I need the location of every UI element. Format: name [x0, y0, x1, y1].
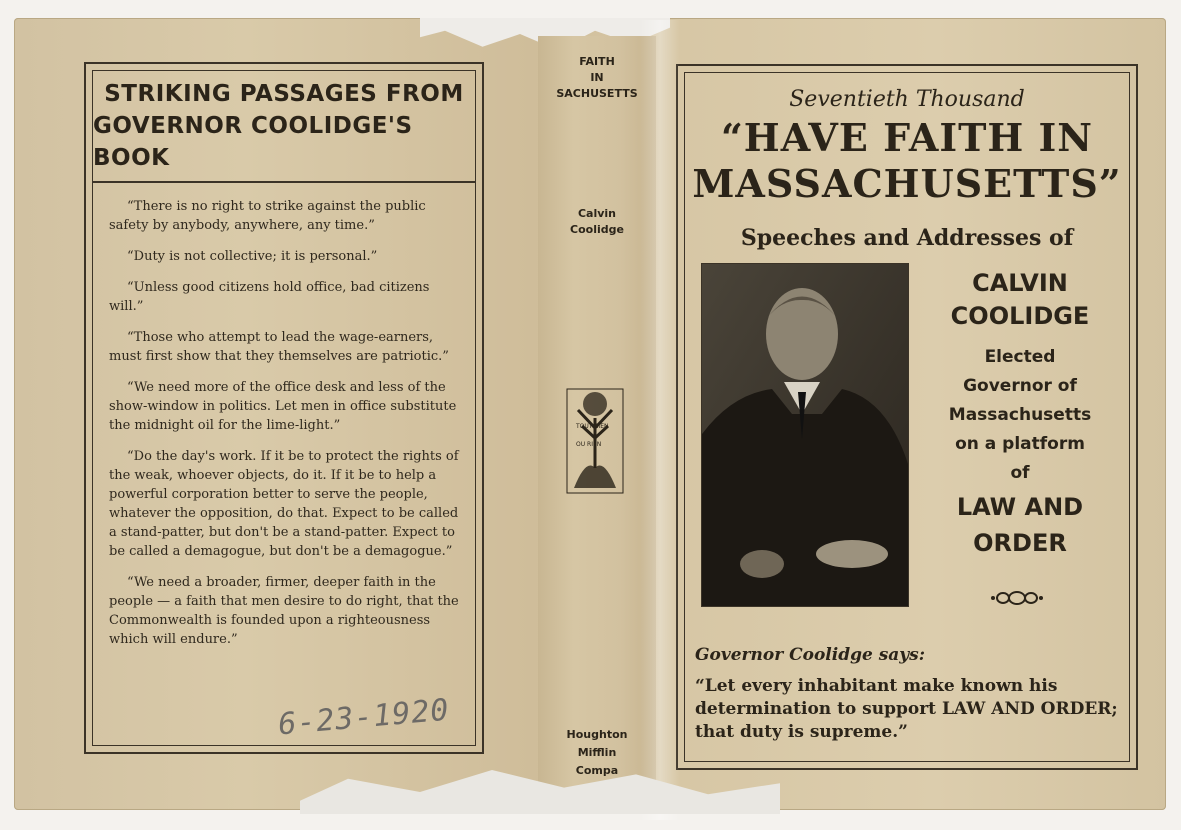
portrait-photo — [701, 263, 909, 607]
emblem-motto-top: TOUT BIEN — [576, 423, 609, 430]
book-title-line2: MASSACHUSETTS” — [692, 161, 1122, 206]
spine-publisher-line2: Mifflin — [577, 746, 617, 759]
book-title-line1: “HAVE FAITH IN — [720, 115, 1094, 160]
platform-text — [913, 489, 1127, 561]
quote-item: “Do the day's work. If it be to protect the rights of the weak, whoever objects, do it. If it be to help a powerful corporation better to serve the people, whatever the opposition, do that. Expect to be called a stand-patter, but don't be a stand-patter. Expect to be called a demagogue, but don't be a demagogue.” — [109, 449, 459, 559]
back-title-line1: STRIKING PASSAGES FROM — [104, 81, 464, 107]
spine-author — [538, 206, 656, 238]
book-spine — [538, 36, 656, 796]
front-cover-panel — [676, 64, 1138, 770]
spine-author-line2: Coolidge — [570, 223, 624, 236]
quote-item: “Duty is not collective; it is personal.” — [127, 249, 378, 264]
plastic-cover-glare — [640, 20, 680, 820]
elected-line: on a platform — [955, 434, 1085, 454]
spine-author-line1: Calvin — [577, 207, 617, 220]
platform-line2: ORDER — [973, 529, 1067, 557]
back-cover-panel — [84, 62, 484, 754]
back-cover-frame — [92, 70, 476, 746]
quote-item: “Those who attempt to lead the wage-earners, must first show that they themselves are patriotic.” — [109, 330, 449, 364]
back-title-line2: GOVERNOR COOLIDGE'S BOOK — [93, 113, 413, 171]
spine-title-line2: IN — [590, 71, 604, 84]
quote-item: “There is no right to strike against the public safety by anybody, anywhere, any time.” — [109, 199, 426, 233]
spine-publisher — [538, 726, 656, 780]
book-subtitle: Speeches and Addresses of — [740, 225, 1074, 251]
publisher-emblem-icon — [566, 388, 624, 494]
elected-line: Elected — [984, 347, 1056, 367]
elected-line: Governor of — [963, 376, 1077, 396]
spine-title — [538, 54, 656, 102]
handwritten-date: 6-23-1920 — [276, 692, 451, 743]
quote-item: “We need a broader, firmer, deeper faith in the people — a faith that men desire to do right, that the Commonwealth is founded upon a righteousness which will endure.” — [109, 575, 459, 647]
says-label: Governor Coolidge says: — [695, 645, 926, 665]
book-title — [685, 115, 1129, 207]
elected-text — [913, 343, 1127, 488]
ornament-icon — [987, 585, 1047, 611]
quote-item: “Unless good citizens hold office, bad citizens will.” — [109, 280, 430, 314]
author-name — [913, 267, 1127, 333]
back-cover-title — [93, 71, 475, 183]
quote-item: “We need more of the office desk and less of the show-window in politics. Let men in office substitute the midnight oil for the lime-light.” — [109, 380, 457, 433]
spine-publisher-line3: Compa — [575, 764, 619, 777]
elected-line: of — [1010, 463, 1030, 483]
author-name-line2: COOLIDGE — [950, 302, 1090, 330]
spine-title-line1: FAITH — [579, 55, 615, 68]
front-cover-frame — [684, 72, 1130, 762]
front-quote: “Let every inhabitant make known his determination to support LAW AND ORDER; that duty is supreme.” — [695, 676, 1118, 742]
elected-line: Massachusetts — [948, 405, 1092, 425]
emblem-motto-bottom: OU RIEN — [576, 441, 602, 448]
spine-title-line3: SACHUSETTS — [556, 87, 638, 100]
edition-label: Seventieth Thousand — [789, 87, 1025, 112]
spine-publisher-line1: Houghton — [566, 728, 628, 741]
quotes-list — [93, 183, 475, 649]
platform-line1: LAW AND — [956, 493, 1084, 521]
author-name-line1: CALVIN — [972, 269, 1068, 297]
